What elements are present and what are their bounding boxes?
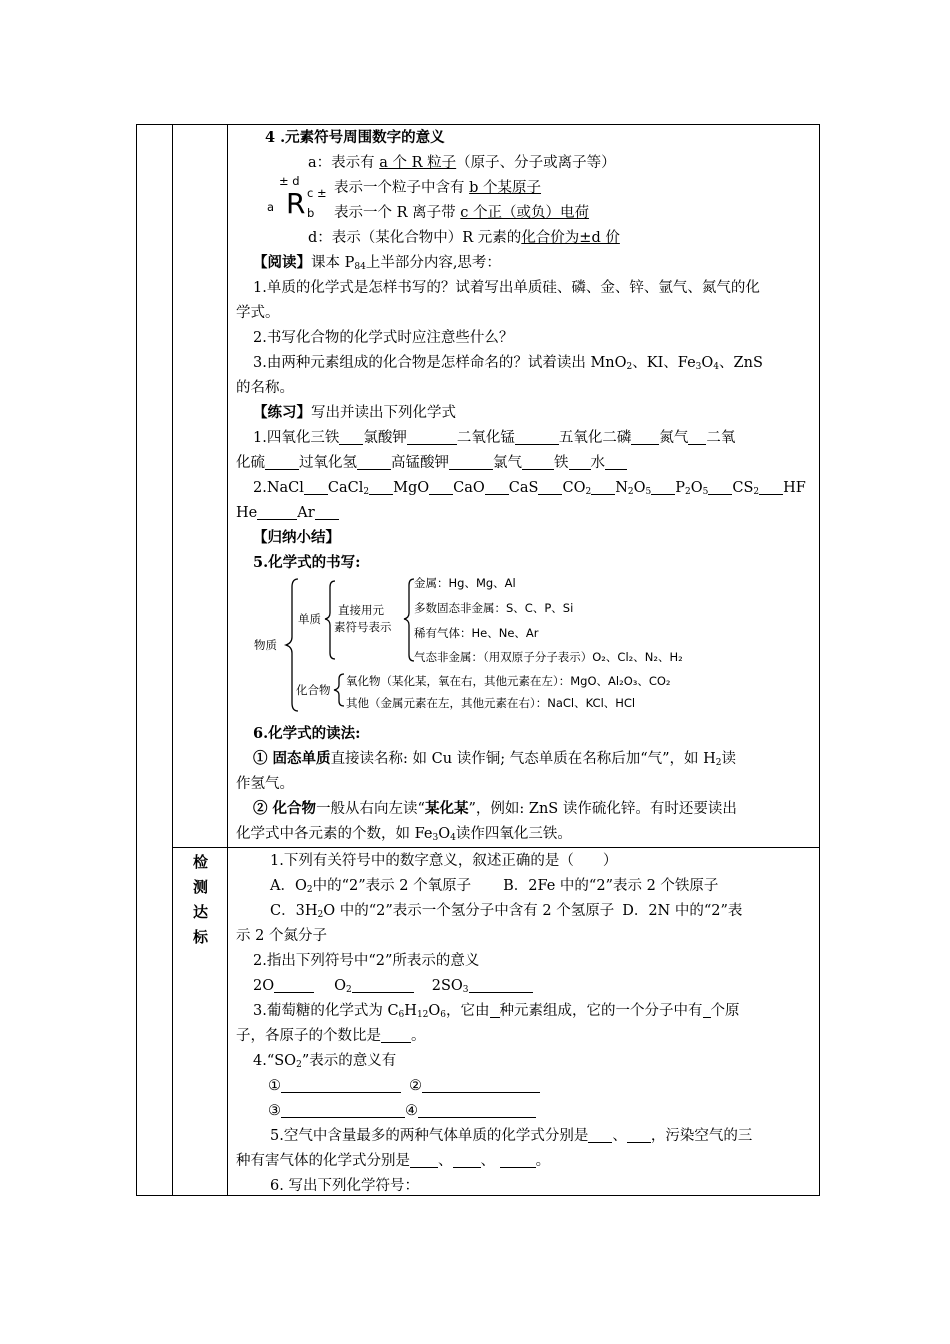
diagram-direct-1: 直接用元 — [338, 603, 384, 617]
side-label — [173, 848, 228, 948]
diagram-gas-nonmetal: 气态非金属：（用双原子分子表示）O₂、Cl₂、N₂、H₂ — [414, 650, 683, 664]
summary-title-6: 6.化学式的读法: — [253, 725, 361, 742]
practice-line-1: 1.四氧化三铁 氯酸钾 二氧化锰 五氧化二磷 氮气 二氧 — [253, 430, 736, 446]
side-char-1: 检 — [192, 853, 208, 871]
reading-q1-cont: 学式。 — [236, 305, 280, 321]
reading-rule-2-cont: 化学式中各元素的个数，如 $Fe_3O_4$读作四氧化三铁。 — [236, 826, 572, 843]
test-q6: 6. 写出下列化学符号： — [270, 1178, 419, 1194]
diagram-compound: 化合物 — [296, 683, 331, 697]
diagram-oxide: 氧化物（某化某，氧在右，其他元素在左）：MgO、Al₂O₃、CO₂ — [346, 674, 671, 688]
test-q4-blanks-1: ① ② — [268, 1076, 540, 1096]
worksheet-table — [136, 124, 820, 1196]
symbol-c: c ± — [307, 186, 327, 200]
column-divider — [172, 125, 173, 1195]
diagram-direct-2: 素符号表示 — [334, 620, 392, 634]
test-q1-options-cd: C．$3H_2O$ 中的“2”表示一个氢分子中含有 2 个氢原子 D．2N 中的“2”表 — [270, 903, 743, 920]
reading-heading: 【阅读】课本 $P_{84}$上半部分内容,思考： — [253, 254, 501, 272]
formula-writing-diagram — [252, 573, 732, 717]
diagram-other: 其他（金属元素在左，其他元素在右）：NaCl、KCl、HCl — [346, 696, 636, 710]
diagram-noble: 稀有气体：He、Ne、Ar — [414, 626, 539, 640]
reading-q3: 3.由两种元素组成的化合物是怎样命名的？试着读出 MnO$_2$、KI、$Fe_3O_4$、ZnS — [253, 355, 763, 372]
test-q5-cont: 种有害气体的化学式分别是 、 、 。 — [236, 1153, 551, 1169]
practice-line-2: 化硫 过氧化氢 高锰酸钾 氯气 铁 水 — [236, 453, 627, 473]
test-q4: $4.“SO_2$”表示的意义有 — [253, 1053, 397, 1070]
symbol-a: a — [267, 200, 275, 214]
diagram-solid-nonmetal: 多数固态非金属：S、C、P、Si — [414, 601, 574, 615]
meaning-a: a：表示有 a 个 R 粒子（原子、分子或离子等） — [308, 155, 616, 171]
test-q2: 2.指出下列符号中“2”所表示的意义 — [253, 953, 480, 969]
test-q3-cont: 子，各原子的个数比是 。 — [236, 1028, 426, 1044]
test-q1-options-ab: A．$O_2$中的“2”表示 2 个氧原子 B．2Fe 中的“2”表示 2 个铁原子 — [270, 878, 719, 895]
summary-heading: 【归纳小结】 — [253, 529, 340, 546]
symbol-b: b — [307, 206, 315, 220]
content-cell-lower — [228, 848, 820, 1196]
test-q3: 3.葡萄糖的化学式为 $C_6H_{12}O_6$，它由 种元素组成，它的一个分子中有 个原 — [253, 1003, 740, 1020]
test-q2-blanks: 2O $O_2$ $2SO_3$ — [253, 976, 533, 996]
reading-rule-1: ① 固态单质直接读名称: 如 Cu 读作铜; 气态单质在名称后加“气”，如 $H_2$读 — [253, 750, 737, 768]
test-q1: 1.下列有关符号中的数字意义，叙述正确的是（ ） — [270, 853, 618, 869]
reading-rule-2: ② 化合物一般从右向左读“某化某”，例如: ZnS 读作硫化锌。有时还要读出 — [253, 800, 737, 817]
content-cell-upper — [228, 125, 820, 847]
diagram-metal: 金属：Hg、Mg、Al — [414, 576, 516, 590]
test-q1-option-d-cont: 示 2 个氮分子 — [236, 928, 327, 944]
reading-q1: 1.单质的化学式是怎样书写的？试着写出单质硅、磷、金、锌、氩气、氮气的化 — [253, 280, 760, 296]
section-4-title: 4 .元素符号周围数字的意义 — [265, 129, 445, 146]
side-char-3: 达 — [192, 903, 208, 921]
practice-line-3: 2.NaCl CaCl$_2$ MgO CaO CaS $CO_2$ $N_2O_5$ $P_2O_5$ $CS_2$ HF — [253, 480, 806, 497]
practice-heading: 【练习】写出并读出下列化学式 — [253, 404, 456, 421]
symbol-R: R — [286, 187, 306, 220]
summary-title-5: 5.化学式的书写: — [253, 554, 361, 571]
meaning-b: 表示一个粒子中含有 b 个某原子 — [334, 180, 542, 196]
test-q4-blanks-2: ③ ④ — [268, 1101, 536, 1121]
reading-q2: 2.书写化合物的化学式时应注意些什么？ — [253, 330, 514, 346]
test-q5: 5.空气中含量最多的两种气体单质的化学式分别是 、 ，污染空气的三 — [270, 1128, 753, 1144]
side-char-4: 标 — [192, 928, 208, 946]
meaning-d: d：表示（某化合物中）R 元素的化合价为±d 价 — [308, 230, 620, 246]
reading-q3-cont: 的名称。 — [236, 380, 294, 396]
side-char-2: 测 — [192, 878, 208, 896]
reading-rule-1-cont: 作氢气。 — [236, 776, 294, 792]
practice-line-4: He Ar — [236, 503, 339, 523]
element-symbol-diagram — [262, 171, 342, 227]
symbol-d: ± d — [279, 174, 300, 188]
meaning-c: 表示一个 R 离子带 c 个正（或负）电荷 — [334, 205, 589, 221]
diagram-simple: 单质 — [298, 612, 321, 626]
diagram-root: 物质 — [254, 638, 277, 652]
